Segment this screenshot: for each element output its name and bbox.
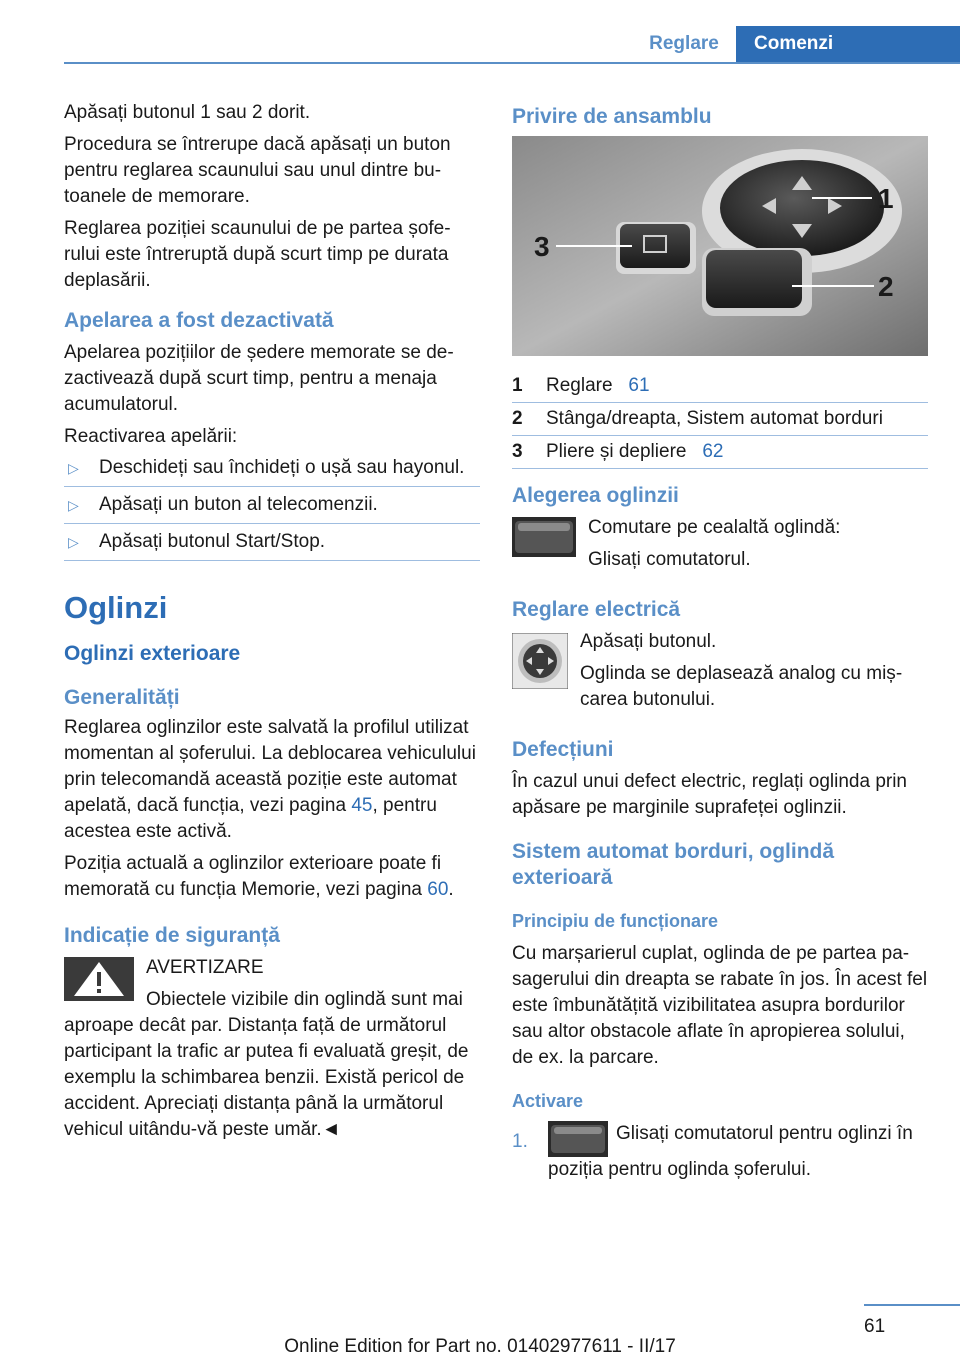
reactivation-list — [64, 450, 480, 561]
warning-block — [64, 955, 480, 1143]
page-link-45[interactable]: 45 — [351, 795, 373, 816]
paragraph-general: Reglarea oglinzilor este salvată la profilul utilizat momentan al șoferului. La deblocarea vehiculului prin telecomandă această poziție este automat apelată, dacă funcția, vezi pagina 45, pentru acestea este activă. — [64, 717, 476, 842]
legend-table — [512, 370, 928, 469]
heading-faults: Defecțiuni — [512, 738, 614, 761]
warning-text: Obiectele vizibile din oglindă sunt mai aproape decât par. Distanța față de următorul participant la trafic ar putea fi evaluată greșit, de exemplu la schimbarea benzii. Există pericol de accident. Apreciați distanța până la următorul vehicul uitându-vă peste umăr.◄ — [64, 989, 469, 1140]
callout-1: 1 — [878, 183, 894, 214]
legend-row: 1 Reglare 61 — [512, 370, 928, 403]
header-chapter-tab: Comenzi — [736, 26, 960, 62]
heading-general: Generalități — [64, 686, 180, 709]
list-item: ▷ Deschideți sau închideți o ușă sau hayonul. — [64, 450, 480, 487]
callout-3: 3 — [534, 231, 550, 262]
warning-title: AVERTIZARE — [146, 957, 264, 978]
right-column — [512, 100, 930, 1183]
list-item: ▷ Apăsați butonul Start/Stop. — [64, 524, 480, 561]
warning-icon — [64, 957, 134, 1001]
paragraph: Cu marșarierul cuplat, oglinda de pe partea pasagerului din dreapta se rabate în jos. În acest fel este îmbunătățită vizibilitatea asupra bordurilor sau altor obstacole aflate în apropierea solului, de ex. la parcare. — [512, 943, 928, 1068]
list-item: ▷ Apăsați un buton al telecomenzii. — [64, 487, 480, 524]
left-column — [64, 100, 480, 1149]
mirror-switch-icon — [548, 1121, 608, 1157]
triangle-bullet-icon: ▷ — [68, 497, 79, 513]
header-section-tab: Reglare — [649, 33, 719, 54]
page-link-60[interactable]: 60 — [427, 879, 449, 900]
paragraph: Apăsați butonul 1 sau 2 dorit. — [64, 102, 311, 123]
legend-row: 2 Stânga/dreapta, Sistem automat borduri — [512, 403, 928, 436]
page-number: 61 — [864, 1316, 886, 1337]
activation-steps — [512, 1121, 930, 1183]
paragraph: Reglarea poziției scaunului de pe partea șoferului este întreruptă după scurt timp pe durata deplasării. — [64, 218, 451, 291]
callout-2: 2 — [878, 271, 894, 302]
paragraph: Procedura se întrerupe dacă apăsați un buton pentru reglarea scaunului sau unul dintre butoanele de memorare. — [64, 134, 451, 207]
select-mirror-row: Comutare pe cealaltă oglindă: Glisați comutatorul. — [512, 515, 930, 579]
triangle-bullet-icon: ▷ — [68, 534, 79, 550]
heading-safety: Indicație de siguranță — [64, 924, 280, 947]
heading-electric-adjust: Reglare electrică — [512, 598, 681, 621]
page-link-61[interactable]: 61 — [628, 375, 650, 396]
paragraph: În cazul unui defect electric, reglați oglinda prin apăsare pe marginile suprafeței oglinzii. — [512, 771, 908, 818]
page-number-rule — [864, 1304, 960, 1306]
end-marker-icon: ◄ — [321, 1119, 341, 1140]
list-item: 1. Glisați comutatorul pentru oglinzi în poziția pentru oglinda șoferului. — [512, 1123, 913, 1180]
paragraph-position: Poziția actuală a oglinzilor exterioare poate fi memorată cu funcția Memorie, vezi pagina 60. — [64, 853, 454, 900]
page-link-62[interactable]: 62 — [702, 441, 724, 462]
electric-adjust-row: Apăsați butonul. Oglinda se deplasează analog cu mișcarea butonului. — [512, 629, 930, 719]
legend-row: 3 Pliere și depliere 62 — [512, 436, 928, 469]
triangle-bullet-icon: ▷ — [68, 460, 79, 476]
mirror-switch-icon — [512, 517, 576, 557]
paragraph: Apelarea pozițiilor de ședere memorate se dezactivează după scurt timp, pentru a menaja acumulatorul. — [64, 342, 454, 415]
heading-recall-deactivated: Apelarea a fost dezactivată — [64, 309, 334, 332]
paragraph: Reactivarea apelării: — [64, 426, 238, 447]
heading-exterior-mirrors: Oglinzi exterioare — [64, 642, 241, 665]
heading-activation: Activare — [512, 1091, 584, 1111]
adjust-knob-icon — [512, 633, 568, 689]
edition-footer: Online Edition for Part no. 01402977611 - II/17 — [284, 1336, 676, 1357]
heading-mirrors: Oglinzi — [64, 590, 168, 625]
heading-select-mirror: Alegerea oglinzii — [512, 484, 679, 507]
heading-overview: Privire de ansamblu — [512, 105, 712, 128]
mirror-controls-photo — [512, 136, 928, 356]
heading-curb-system: Sistem automat borduri, oglindă exterioară — [512, 840, 835, 889]
header-rule — [64, 62, 960, 64]
heading-operating-principle: Principiu de funcționare — [512, 911, 719, 931]
